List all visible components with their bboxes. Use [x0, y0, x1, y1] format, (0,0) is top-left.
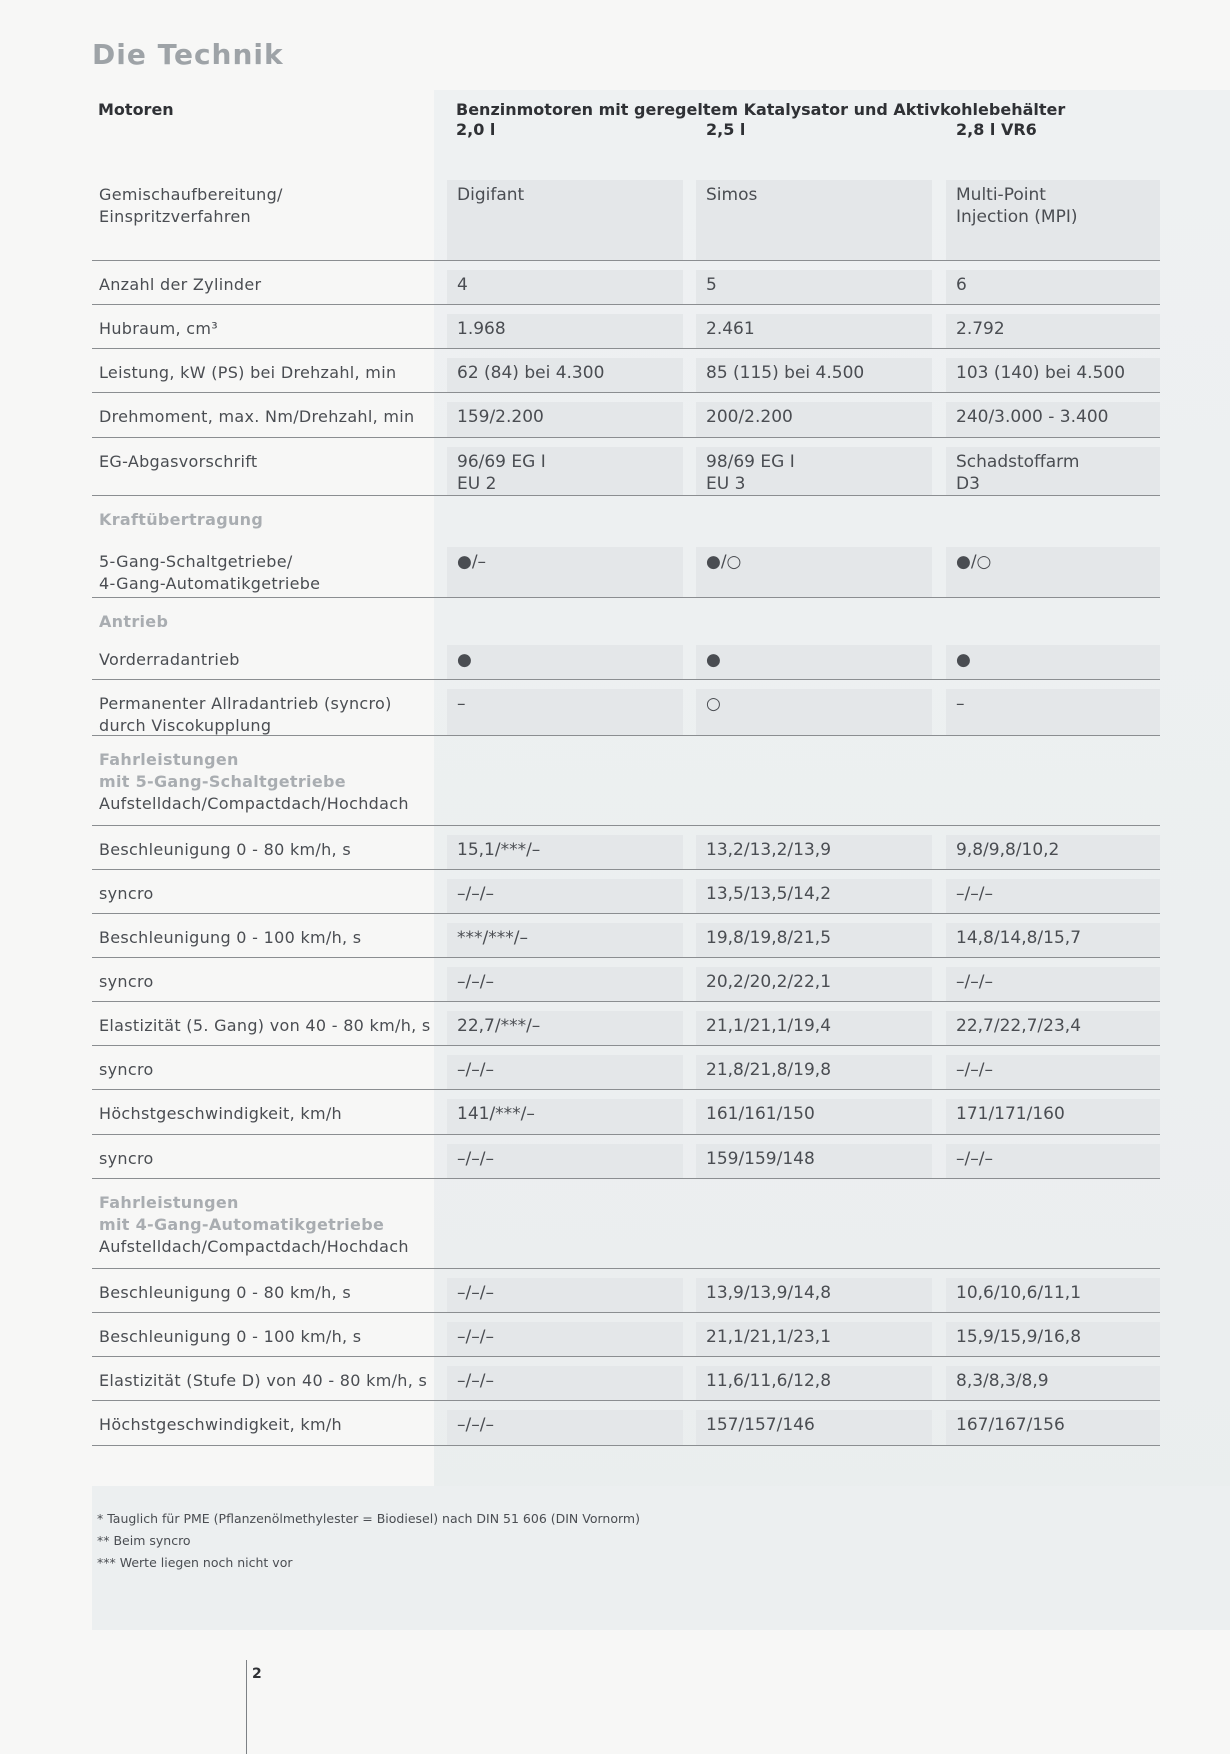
row-value-col-2: ●	[706, 650, 721, 670]
row-value-col-1: 1.968	[457, 319, 506, 339]
cell-background	[946, 689, 1160, 735]
table-row	[92, 1089, 1160, 1135]
row-value-col-1: –/–/–	[457, 972, 494, 992]
row-label: Vorderradantrieb	[99, 650, 240, 669]
table-row	[92, 537, 1160, 598]
table-row	[92, 1356, 1160, 1401]
section-title: Fahrleistungen mit 5-Gang-Schaltgetriebe	[99, 750, 346, 791]
header-col-2-0: 2,0 l	[456, 120, 496, 139]
row-value-col-3: ●	[956, 650, 971, 670]
cell-background	[447, 689, 683, 735]
table-row	[92, 1001, 1160, 1046]
row-value-col-2: 2.461	[706, 319, 755, 339]
table-row	[92, 348, 1160, 393]
row-label: Beschleunigung 0 - 100 km/h, s	[99, 1327, 362, 1346]
row-value-col-1: ***/***/–	[457, 928, 528, 948]
row-value-col-1: 62 (84) bei 4.300	[457, 363, 605, 383]
table-row	[92, 170, 1160, 261]
row-value-col-3: 10,6/10,6/11,1	[956, 1283, 1082, 1303]
footnote: *** Werte liegen noch nicht vor	[97, 1555, 293, 1570]
table-row	[92, 825, 1160, 870]
table-row	[92, 869, 1160, 914]
row-value-col-2: 21,1/21,1/19,4	[706, 1016, 832, 1036]
row-value-col-3: 240/3.000 - 3.400	[956, 407, 1109, 427]
row-value-col-3: 103 (140) bei 4.500	[956, 363, 1126, 383]
row-label: Permanenter Allradantrieb (syncro) durch Viscokupplung	[99, 694, 392, 735]
row-value-col-1: –	[457, 694, 466, 714]
section-title: Antrieb	[99, 612, 169, 631]
row-value-col-3: 14,8/14,8/15,7	[956, 928, 1082, 948]
row-label: Elastizität (Stufe D) von 40 - 80 km/h, s	[99, 1371, 428, 1390]
row-value-col-1: –/–/–	[457, 884, 494, 904]
row-value-col-2: 5	[706, 275, 717, 295]
row-value-col-1: 22,7/***/–	[457, 1016, 541, 1036]
row-value-col-3: 8,3/8,3/8,9	[956, 1371, 1049, 1391]
row-value-col-2: 11,6/11,6/12,8	[706, 1371, 832, 1391]
row-label: Hubraum, cm³	[99, 319, 219, 338]
table-row	[92, 1045, 1160, 1090]
page-rule	[246, 1660, 247, 1754]
row-value-col-1: –/–/–	[457, 1415, 494, 1435]
row-label: syncro	[99, 972, 154, 991]
table-row	[92, 1312, 1160, 1357]
row-value-col-1: 159/2.200	[457, 407, 544, 427]
row-label: Beschleunigung 0 - 80 km/h, s	[99, 1283, 351, 1302]
table-row	[92, 392, 1160, 438]
row-value-col-2: 159/159/148	[706, 1149, 815, 1169]
row-value-col-2: 13,5/13,5/14,2	[706, 884, 832, 904]
row-value-col-3: 171/171/160	[956, 1104, 1065, 1124]
row-value-col-2: 157/157/146	[706, 1415, 815, 1435]
cell-background	[696, 270, 932, 304]
row-value-col-3: –/–/–	[956, 884, 993, 904]
row-value-col-3: –/–/–	[956, 1149, 993, 1169]
row-value-col-1: Digifant	[457, 185, 525, 205]
table-header	[92, 96, 1230, 156]
cell-background	[946, 270, 1160, 304]
header-motoren: Motoren	[98, 100, 174, 119]
row-label: EG-Abgasvorschrift	[99, 452, 258, 471]
row-value-col-1: 15,1/***/–	[457, 840, 541, 860]
row-label: Höchstgeschwindigkeit, km/h	[99, 1104, 342, 1123]
section-subtitle: Aufstelldach/Compactdach/Hochdach	[99, 794, 409, 813]
row-value-col-2: 161/161/150	[706, 1104, 815, 1124]
header-col-2-8-vr6: 2,8 l VR6	[956, 120, 1037, 139]
row-value-col-3: –/–/–	[956, 972, 993, 992]
section-header-row	[92, 735, 1160, 826]
row-value-col-2: ○	[706, 694, 721, 714]
row-value-col-2: 13,9/13,9/14,8	[706, 1283, 832, 1303]
table-row	[92, 679, 1160, 736]
section-title: Kraftübertragung	[99, 510, 264, 529]
row-value-col-3: –/–/–	[956, 1060, 993, 1080]
row-label: syncro	[99, 1060, 154, 1079]
cell-background	[696, 645, 932, 679]
row-value-col-2: 21,8/21,8/19,8	[706, 1060, 832, 1080]
table-row	[92, 957, 1160, 1002]
table-row	[92, 260, 1160, 305]
row-value-col-1: –/–/–	[457, 1060, 494, 1080]
row-value-col-2: 98/69 EG I EU 3	[706, 452, 795, 494]
section-header-row	[92, 597, 1160, 635]
row-value-col-2: 21,1/21,1/23,1	[706, 1327, 832, 1347]
row-value-col-1: 141/***/–	[457, 1104, 535, 1124]
row-label: Höchstgeschwindigkeit, km/h	[99, 1415, 342, 1434]
row-value-col-2: ●/○	[706, 552, 742, 572]
row-value-col-1: 96/69 EG I EU 2	[457, 452, 546, 494]
row-value-col-3: 167/167/156	[956, 1415, 1065, 1435]
row-label: Gemischaufbereitung/ Einspritzverfahren	[99, 185, 283, 226]
row-value-col-3: Multi-Point Injection (MPI)	[956, 185, 1078, 227]
row-label: Anzahl der Zylinder	[99, 275, 262, 294]
row-value-col-3: 2.792	[956, 319, 1005, 339]
row-label: Beschleunigung 0 - 80 km/h, s	[99, 840, 351, 859]
table-row	[92, 1134, 1160, 1179]
header-col-2-5: 2,5 l	[706, 120, 746, 139]
row-value-col-2: 20,2/20,2/22,1	[706, 972, 832, 992]
page-title: Die Technik	[92, 38, 284, 71]
table-row	[92, 1268, 1160, 1313]
page-number: 2	[252, 1666, 262, 1682]
row-value-col-1: –/–/–	[457, 1327, 494, 1347]
table-row	[92, 437, 1160, 496]
row-label: Elastizität (5. Gang) von 40 - 80 km/h, s	[99, 1016, 431, 1035]
row-value-col-3: 9,8/9,8/10,2	[956, 840, 1060, 860]
row-value-col-3: 15,9/15,9/16,8	[956, 1327, 1082, 1347]
row-value-col-1: –/–/–	[457, 1149, 494, 1169]
row-label: syncro	[99, 1149, 154, 1168]
table-row	[92, 635, 1160, 680]
section-header-row	[92, 495, 1160, 537]
row-label: Beschleunigung 0 - 100 km/h, s	[99, 928, 362, 947]
cell-background	[447, 645, 683, 679]
section-subtitle: Aufstelldach/Compactdach/Hochdach	[99, 1237, 409, 1256]
row-value-col-2: 200/2.200	[706, 407, 793, 427]
footnote: ** Beim syncro	[97, 1533, 191, 1548]
row-value-col-3: –	[956, 694, 965, 714]
row-label: Drehmoment, max. Nm/Drehzahl, min	[99, 407, 415, 426]
cell-background	[946, 645, 1160, 679]
row-value-col-3: Schadstoffarm D3	[956, 452, 1080, 494]
table-row	[92, 913, 1160, 958]
row-value-col-3: 22,7/22,7/23,4	[956, 1016, 1082, 1036]
section-header-row	[92, 1178, 1160, 1269]
row-value-col-1: –/–/–	[457, 1283, 494, 1303]
row-value-col-1: ●/–	[457, 552, 487, 572]
row-value-col-3: 6	[956, 275, 967, 295]
row-label: Leistung, kW (PS) bei Drehzahl, min	[99, 363, 397, 382]
row-value-col-2: 85 (115) bei 4.500	[706, 363, 865, 383]
cell-background	[447, 270, 683, 304]
row-value-col-2: 19,8/19,8/21,5	[706, 928, 832, 948]
cell-background	[696, 689, 932, 735]
table-row	[92, 1400, 1160, 1446]
footnote: * Tauglich für PME (Pflanzenölmethylester = Biodiesel) nach DIN 51 606 (DIN Vornorm)	[97, 1511, 640, 1526]
row-label: 5-Gang-Schaltgetriebe/ 4-Gang-Automatikgetriebe	[99, 552, 321, 593]
table-row	[92, 304, 1160, 349]
row-value-col-1: 4	[457, 275, 468, 295]
row-value-col-1: ●	[457, 650, 472, 670]
row-value-col-2: Simos	[706, 185, 758, 205]
section-title: Fahrleistungen mit 4-Gang-Automatikgetriebe	[99, 1193, 385, 1234]
row-value-col-3: ●/○	[956, 552, 992, 572]
row-value-col-1: –/–/–	[457, 1371, 494, 1391]
row-label: syncro	[99, 884, 154, 903]
header-description: Benzinmotoren mit geregeltem Katalysator und Aktivkohlebehälter	[456, 100, 1066, 119]
row-value-col-2: 13,2/13,2/13,9	[706, 840, 832, 860]
